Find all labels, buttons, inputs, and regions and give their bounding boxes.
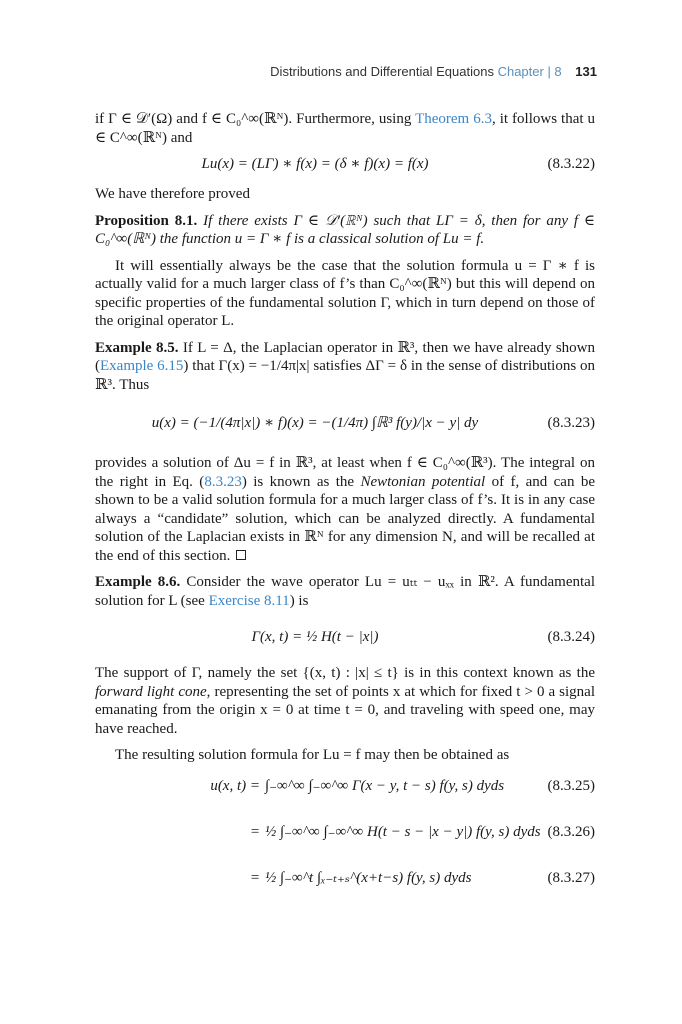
equation-number: (8.3.23) (547, 415, 595, 431)
equation-8-3-24 (95, 618, 595, 656)
equation-row: u(x, t) = ∫₋∞^∞ ∫₋∞^∞ Γ(x − y, t − s) f(y, s) dyds (8.3.25) (210, 777, 595, 794)
equation-number: (8.3.27) (547, 869, 595, 886)
equation-number: (8.3.26) (547, 823, 595, 840)
equation-body: Γ(x, t) = ½ H(t − |x|) (251, 629, 379, 645)
paragraph-intro: if Γ ∈ 𝒟′(Ω) and f ∈ C₀^∞(ℝᴺ). Furthermore, using Theorem 6.3, it follows that u ∈ C^∞(ℝᴺ) and (95, 111, 596, 146)
qed-square-icon (236, 550, 246, 560)
running-header (0, 64, 597, 79)
running-title: Distributions and Differential Equations (270, 64, 494, 79)
paragraph-newtonian: provides a solution of Δu = f in ℝ³, at least when f ∈ C₀^∞(ℝ³). The integral on the right in Eq. (8.3.23) is known as the Newtonian potential of f, and can be shown to be a valid solution formula for a much larger class of f’s. It is in any case always a “candidate” solution, which can be analyzed directly. A fundamental solution of the Laplacian exists in ℝᴺ for any dimension N, and will be recalled at the end of this section. (95, 455, 596, 564)
equation-8-3-23 (95, 402, 595, 446)
example-6-15-link[interactable]: Example 6.15 (100, 358, 184, 374)
exercise-link[interactable]: Exercise 8.11 (208, 592, 290, 609)
proposition-text: If there exists Γ ∈ 𝒟′(ℝᴺ) such that LΓ = δ, then for any f ∈ C₀^∞(ℝᴺ) the function u = Γ ∗ f is a classical solution of Lu = f. (95, 212, 596, 247)
example-label: Example 8.6. (95, 574, 181, 590)
equation-number: (8.3.24) (547, 629, 595, 645)
paragraph-resulting: The resulting solution formula for Lu = f may then be obtained as (115, 747, 510, 763)
equation-row: = ½ ∫₋∞^t ∫ₓ₋ₜ₊ₛ^(x+t−s) f(y, s) dyds (8.3.27) (249, 869, 595, 886)
example-label: Example 8.5. (95, 339, 179, 356)
paragraph-light-cone: The support of Γ, namely the set {(x, t) : |x| ≤ t} is in this context known as the forward light cone, representing the set of points x at which for fixed t > 0 a signal emanating from the origin x = 0 at time t = 0, and traveling with speed one, may have reached. (95, 665, 596, 737)
page-body (95, 110, 595, 913)
equation-ref-link[interactable]: 8.3.23 (204, 473, 242, 490)
paragraph-therefore: We have therefore proved (95, 186, 250, 202)
equation-body: u(x) = (−1/(4π|x|) ∗ f)(x) = −(1/4π) ∫ℝ³ f(y)/|x − y| dy (151, 415, 479, 431)
equation-body: Lu(x) = (LΓ) ∗ f(x) = (δ ∗ f)(x) = f(x) (201, 156, 429, 172)
equation-number: (8.3.25) (547, 777, 595, 794)
page-number: 131 (575, 64, 597, 79)
equation-8-3-22 (95, 155, 595, 177)
proposition-label: Proposition 8.1. (95, 212, 198, 229)
equation-row: = ½ ∫₋∞^∞ ∫₋∞^∞ H(t − s − |x − y|) f(y, s) dyds (8.3.26) (249, 823, 595, 840)
proposition-8-1 (95, 212, 595, 249)
equation-array (95, 773, 595, 913)
chapter-label: Chapter | 8 (497, 64, 562, 79)
example-8-6: Example 8.6. Consider the wave operator Lu = uₜₜ − uₓₓ in ℝ². A fundamental solution for L (see Exercise 8.11) is (95, 574, 595, 609)
example-8-5: Example 8.5. If L = Δ, the Laplacian operator in ℝ³, then we have already shown (Example 6.15) that Γ(x) = −1/4π|x| satisfies ΔΓ = δ in the sense of distributions on ℝ³. Thus (95, 339, 595, 393)
paragraph-remark: It will essentially always be the case that the solution formula u = Γ ∗ f is actually valid for a much larger class of f’s than C₀^∞(ℝᴺ) but this will depend on specific properties of the fundamental solution Γ, which in turn depend on those of the original operator L. (95, 257, 595, 329)
theorem-link[interactable]: Theorem 6.3 (415, 111, 492, 127)
equation-number: (8.3.22) (547, 156, 595, 172)
